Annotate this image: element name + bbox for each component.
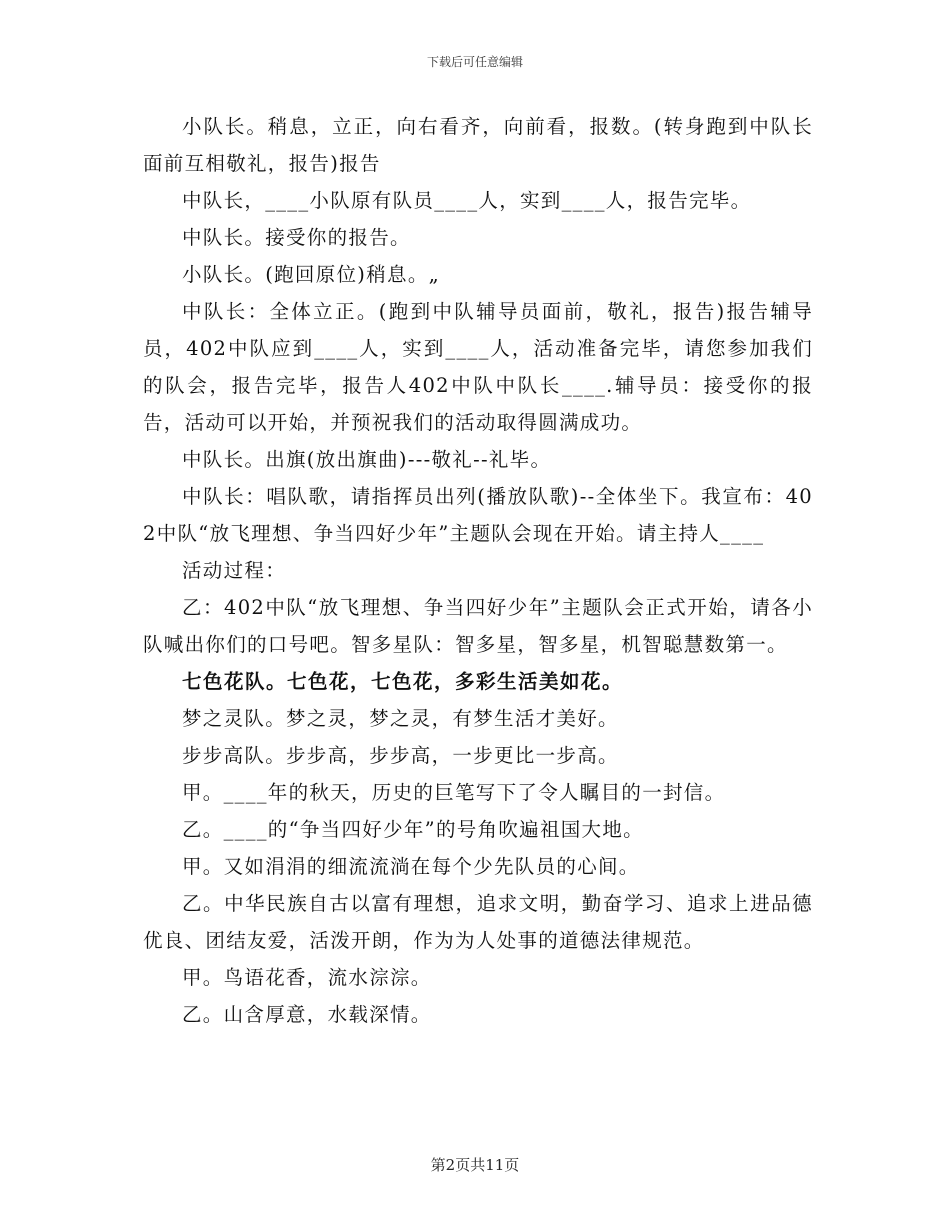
paragraph-15: 甲。又如涓涓的细流流淌在每个少先队员的心间。	[182, 855, 640, 878]
page-header: 下载后可任意编辑	[426, 55, 523, 69]
paragraph-8: 活动过程：	[182, 559, 287, 582]
paragraph-11: 梦之灵队。梦之灵，梦之灵，有梦生活才美好。	[182, 707, 619, 730]
paragraph-17: 甲。鸟语花香，流水淙淙。	[182, 966, 432, 989]
paragraph-6: 中队长。出旗(放出旗曲)---敬礼--礼毕。	[182, 448, 552, 471]
paragraph-5: 中队长：全体立正。(跑到中队辅导员面前，敬礼，报告)报告辅导员，402中队应到____人，实到____人，活动准备完毕，请您参加我们的队会，报告完毕，报告人402中队中队长____.辅导员：接受你的报告，活动可以开始，并预祝我们的活动取得圆满成功。	[143, 300, 813, 434]
paragraph-3: 中队长。接受你的报告。	[182, 226, 411, 249]
paragraph-10-bold: 七色花队。七色花，七色花，多彩生活美如花。	[182, 670, 624, 693]
paragraph-14: 乙。____的“争当四好少年”的号角吹遍祖国大地。	[182, 818, 644, 841]
paragraph-13: 甲。____年的秋天，历史的巨笔写下了令人瞩目的一封信。	[182, 781, 726, 804]
page-footer: 第2页共11页	[430, 1156, 520, 1174]
paragraph-18: 乙。山含厚意，水载深情。	[182, 1003, 432, 1026]
paragraph-16: 乙。中华民族自古以富有理想，追求文明，勤奋学习、追求上进品德优良、团结友爱，活泼开朗，作为为人处事的道德法律规范。	[143, 892, 813, 952]
document-body	[143, 108, 813, 1033]
paragraph-2: 中队长，____小队原有队员____人，实到____人，报告完毕。	[182, 189, 752, 212]
paragraph-9: 乙：402中队“放飞理想、争当四好少年”主题队会正式开始，请各小队喊出你们的口号吧。智多星队：智多星，智多星，机智聪慧数第一。	[143, 596, 813, 656]
paragraph-7: 中队长：唱队歌，请指挥员出列(播放队歌)--全体坐下。我宣布：402中队“放飞理想、争当四好少年”主题队会现在开始。请主持人____	[143, 485, 813, 545]
paragraph-12: 步步高队。步步高，步步高，一步更比一步高。	[182, 744, 619, 767]
paragraph-4: 小队长。(跑回原位)稍息。„	[182, 263, 441, 286]
paragraph-1: 小队长。稍息，立正，向右看齐，向前看，报数。(转身跑到中队长面前互相敬礼，报告)报告	[143, 115, 813, 175]
